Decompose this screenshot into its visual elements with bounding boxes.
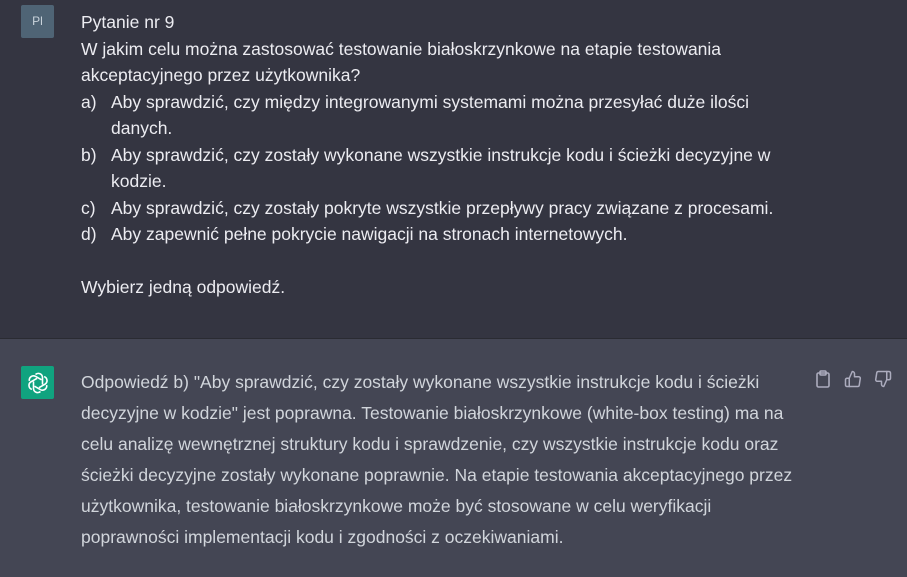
option-letter: c) bbox=[81, 197, 96, 218]
assistant-message bbox=[0, 339, 907, 577]
instruction-text: Wybierz jedną odpowiedź. bbox=[81, 277, 286, 297]
user-avatar: Pl bbox=[21, 5, 54, 38]
message-actions bbox=[812, 369, 894, 389]
option-letter: b) bbox=[81, 144, 97, 165]
thumbs-up-icon bbox=[844, 370, 862, 388]
option-d bbox=[81, 221, 801, 248]
question-title: Pytanie nr 9 bbox=[81, 12, 175, 32]
assistant-message-text: Odpowiedź b) "Aby sprawdzić, czy zostały wykonane wszystkie instrukcje kodu i ścieżki decyzyjne w kodzie" jest poprawna. Testowanie białoskrzynkowe (white-box testing) ma na celu analizę wewnętrznej struktury kodu i sprawdzenie, czy wszystkie instrukcje kodu oraz ścieżki decyzyjne zostały wykonane poprawnie. Na etapie testowania akceptacyjnego przez użytkownika, testowanie białoskrzynkowe może być stosowane w celu weryfikacji poprawności implementacji kodu i zgodności z oczekiwaniami. bbox=[81, 372, 793, 547]
dislike-button[interactable] bbox=[872, 369, 894, 389]
option-text: Aby sprawdzić, czy między integrowanymi systemami można przesyłać duże ilości danych. bbox=[111, 91, 749, 138]
option-text: Aby sprawdzić, czy zostały pokryte wszystkie przepływy pracy związane z procesami. bbox=[111, 197, 774, 218]
user-message-text bbox=[81, 9, 801, 301]
option-letter: a) bbox=[81, 91, 97, 112]
thumbs-down-icon bbox=[874, 370, 892, 388]
clipboard-icon bbox=[815, 370, 831, 388]
option-text: Aby sprawdzić, czy zostały wykonane wszystkie instrukcje kodu i ścieżki decyzyjne w kodzie. bbox=[111, 144, 771, 191]
option-a bbox=[81, 89, 801, 142]
question-text: W jakim celu można zastosować testowanie białoskrzynkowe na etapie testowania akceptacyjnego przez użytkownika? bbox=[81, 38, 722, 85]
option-c bbox=[81, 195, 801, 222]
openai-logo-icon bbox=[21, 366, 54, 399]
copy-button[interactable] bbox=[812, 369, 834, 389]
spacer bbox=[81, 248, 801, 275]
like-button[interactable] bbox=[842, 369, 864, 389]
option-b bbox=[81, 142, 801, 195]
option-letter: d) bbox=[81, 224, 97, 244]
option-text: Aby zapewnić pełne pokrycie nawigacji na stronach internetowych. bbox=[111, 224, 628, 244]
